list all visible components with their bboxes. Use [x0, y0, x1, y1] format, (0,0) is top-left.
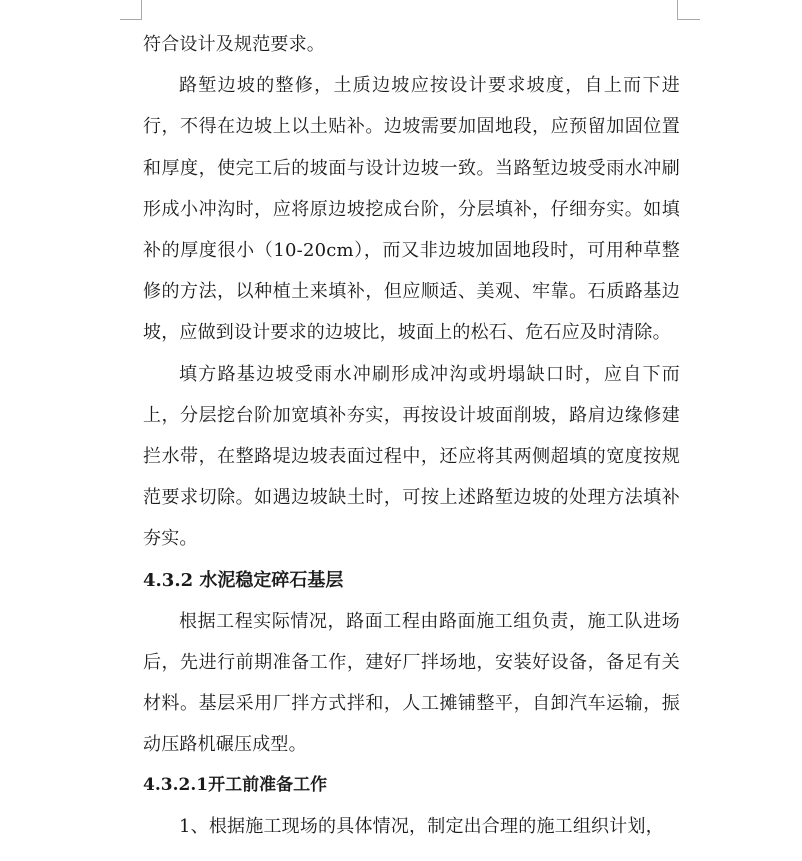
document-body[interactable] [143, 24, 680, 848]
section-heading: 4.3.2 水泥稳定碎石基层 [143, 569, 344, 591]
crop-mark-top-right [677, 0, 678, 19]
paragraph: 1、根据施工现场的具体情况，制定出合理的施工组织计划， [179, 816, 664, 838]
crop-mark-top-left [141, 0, 142, 19]
crop-mark-top-right [677, 19, 700, 20]
subsection-heading: 4.3.2.1开工前准备工作 [143, 775, 328, 796]
paragraph: 符合设计及规范要求。 [143, 34, 325, 55]
crop-mark-top-left [120, 19, 142, 20]
paragraph: 填方路基边坡受雨水冲刷形成冲沟或坍塌缺口时，应自下而上，分层挖台阶加宽填补夯实，再按设计坡面削坡，路肩边缘修建拦水带，在整路堤边坡表面过程中，还应将其两侧超填的宽度按规范要求切除。如遇边坡缺土时，可按上述路堑边坡的处理方法填补夯实。 [143, 363, 680, 550]
paragraph: 路堑边坡的整修，土质边坡应按设计要求坡度，自上而下进行，不得在边坡上以土贴补。边坡需要加固地段，应预留加固位置和厚度，使完工后的坡面与设计边坡一致。当路堑边坡受雨水冲刷形成小冲沟时，应将原边坡挖成台阶，分层填补，仔细夯实。如填补的厚度很小（10-20cm），而又非边坡加固地段时，可用种草整修的方法，以种植土来填补，但应顺适、美观、牢靠。石质路基边坡，应做到设计要求的边坡比，坡面上的松石、危石应及时清除。 [143, 75, 680, 344]
paragraph: 根据工程实际情况，路面工程由路面施工组负责，施工队进场后，先进行前期准备工作，建好厂拌场地，安装好设备，备足有关材料。基层采用厂拌方式拌和，人工摊铺整平，自卸汽车运输，振动压路机碾压成型。 [143, 610, 680, 756]
